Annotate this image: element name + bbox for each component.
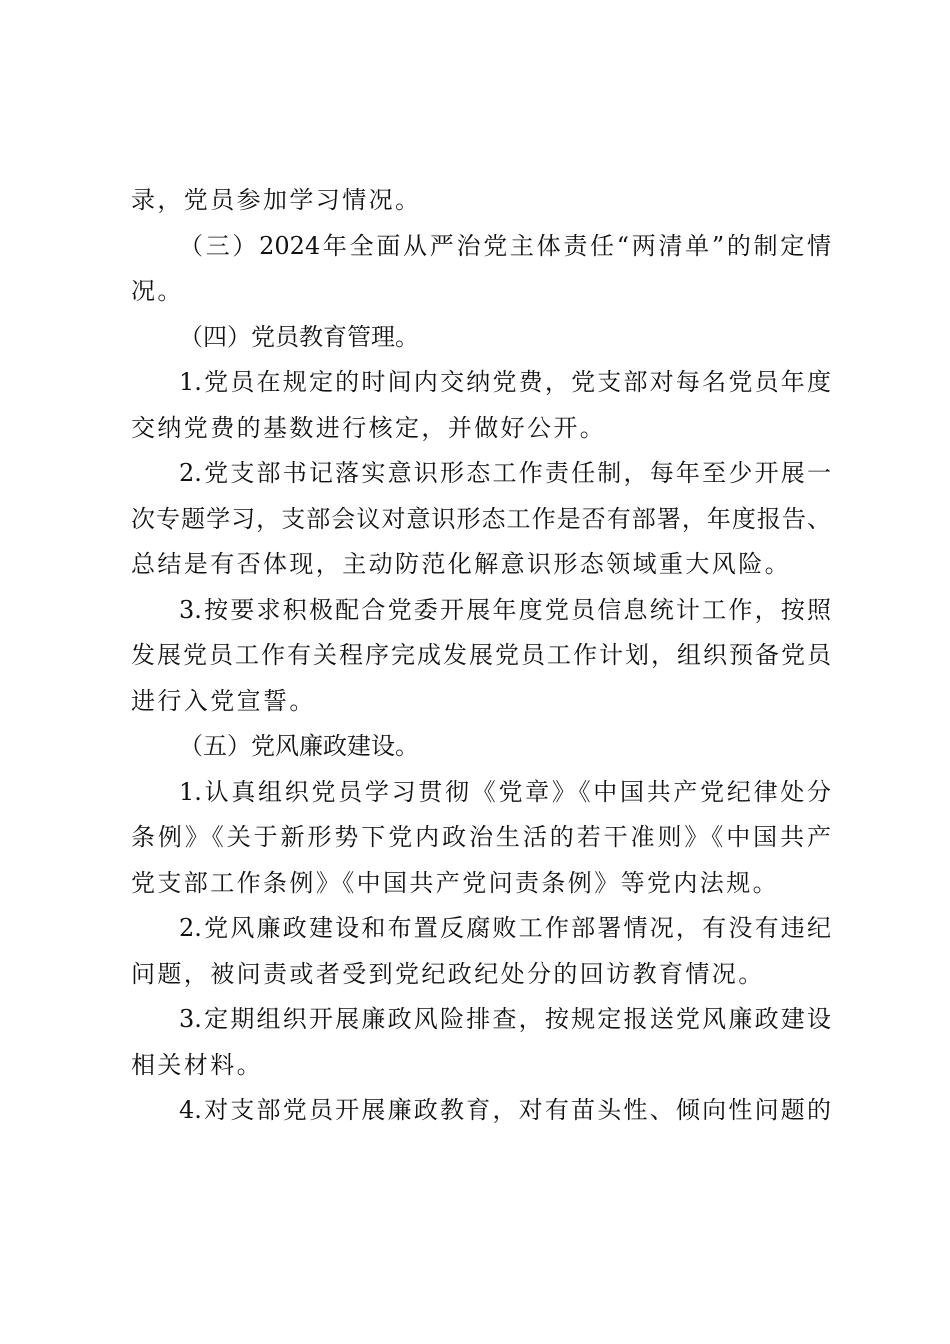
list-item-line: 3.定期组织开展廉政风险排查，按规定报送党风廉政建设 (179, 1005, 831, 1033)
list-item-line: 1.认真组织党员学习贯彻《党章》《中国共产党纪律处分 (179, 777, 831, 806)
list-item-line: 2.党风廉政建设和布置反腐败工作部署情况，有没有违纪 (179, 914, 831, 942)
list-item-line: 4.对支部党员开展廉政教育，对有苗头性、倾向性问题的 (179, 1096, 831, 1124)
list-item-line: 2.党支部书记落实意识形态工作责任制，每年至少开展一 (179, 459, 831, 487)
document-body (131, 178, 831, 1134)
list-item-line: 1.党员在规定的时间内交纳党费，党支部对每名党员年度 (179, 368, 831, 396)
section-heading-3: （三）2024年全面从严治党主体责任“两清单”的制定情 (179, 231, 831, 260)
body-line: 次专题学习，支部会议对意识形态工作是否有部署，年度报告、 (131, 504, 831, 533)
section-heading-5: （五）党风廉政建设。 (179, 732, 419, 760)
section-heading-4: （四）党员教育管理。 (179, 322, 419, 351)
body-line: 发展党员工作有关程序完成发展党员工作计划，组织预备党员 (131, 641, 831, 669)
body-line: 进行入党宣誓。 (131, 686, 316, 715)
body-line: 录，党员参加学习情况。 (131, 186, 422, 214)
body-line: 况。 (131, 277, 184, 305)
body-line: 党支部工作条例》《中国共产党问责条例》等党内法规。 (131, 868, 779, 897)
list-item-line: 3.按要求积极配合党委开展年度党员信息统计工作，按照 (179, 595, 831, 624)
body-line: 条例》《关于新形势下党内政治生活的若干准则》《中国共产 (131, 823, 831, 851)
body-line: 总结是有否体现，主动防范化解意识形态领域重大风险。 (131, 550, 791, 578)
body-line: 相关材料。 (131, 1050, 263, 1079)
body-line: 交纳党费的基数进行核定，并做好公开。 (131, 413, 607, 442)
body-line: 问题，被问责或者受到党纪政纪处分的回访教育情况。 (131, 959, 765, 988)
